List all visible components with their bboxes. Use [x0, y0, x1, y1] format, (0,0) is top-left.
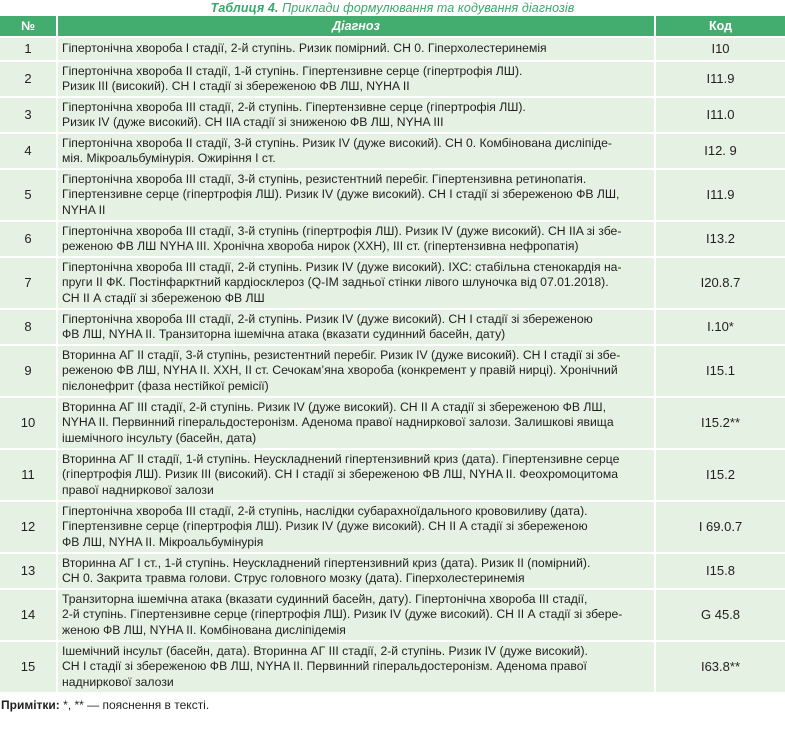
header-num: №	[0, 16, 58, 36]
diagnosis-line: надниркової залози	[62, 674, 174, 689]
row-diagnosis	[58, 170, 656, 220]
table-row	[0, 590, 785, 640]
row-number: 10	[0, 398, 58, 448]
row-diagnosis	[58, 38, 656, 60]
row-code: I20.8.7	[656, 258, 785, 308]
diagnosis-line: СН II А стадії зі збереженою ФВ ЛШ	[62, 290, 265, 305]
table-row	[0, 134, 785, 168]
diagnosis-line: Ризик III (високий). СН I стадії зі збереженою ФВ ЛШ, NYHA II	[62, 79, 410, 93]
diagnosis-line: Гіпертонічна хвороба II стадії, 3-й ступінь. Ризик IV (дуже високий). СН 0. Комбінована дисліпіде-	[62, 135, 612, 150]
diagnosis-line: Гіпертензивне серце (гіпертрофія ЛШ). Ризик IV (дуже високий). СН II А стадії зі збереженою	[62, 519, 588, 534]
table-row	[0, 450, 785, 500]
row-code: I12. 9	[656, 134, 785, 168]
diagnosis-line: реженою ФВ ЛШ, NYHA II. ХХН, II ст. Сечокам’яна хвороба (конкремент у правій нирці). Хронічний	[62, 363, 618, 378]
row-diagnosis	[58, 450, 656, 500]
row-code: I15.2**	[656, 398, 785, 448]
diagnosis-line: ФВ ЛШ, NYHA II. Транзиторна ішемічна атака (вказати судинний басейн, дату)	[62, 327, 506, 341]
row-diagnosis	[58, 98, 656, 132]
header-diagnosis: Діагноз	[58, 16, 656, 36]
diagnosis-line: Вторинна АГ II стадії, 3-й ступінь, резистентний перебіг. Ризик IV (дуже високий). СН I стадії зі збе-	[62, 347, 621, 362]
header-code: Код	[656, 16, 785, 36]
row-diagnosis	[58, 310, 656, 344]
diagnosis-line: реженою ФВ ЛШ NYHA III. Хронічна хвороба нирок (ХХН), III ст. (гіпертензивна нефропатія)	[62, 239, 579, 253]
row-number: 8	[0, 310, 58, 344]
diagnosis-line: Вторинна АГ III стадії, 2-й ступінь. Ризик IV (дуже високий). СН II А стадії зі збереженою ФВ ЛШ,	[62, 399, 606, 414]
diagnosis-line: мія. Мікроальбумінурія. Ожиріння I ст.	[62, 151, 276, 165]
diagnosis-line: Вторинна АГ I ст., 1-й ступінь. Неускладнений гіпертензивний криз (дата). Ризик II (помірний).	[62, 555, 591, 570]
diagnosis-line: Гіпертонічна хвороба I стадії, 2-й ступінь. Ризик помірний. СН 0. Гіперхолестеринемія	[62, 41, 547, 56]
row-code: I11.9	[656, 62, 785, 96]
row-number: 2	[0, 62, 58, 96]
table-row	[0, 258, 785, 308]
row-code: I 69.0.7	[656, 502, 785, 552]
row-number: 11	[0, 450, 58, 500]
diagnosis-line: правої надниркової залози	[62, 482, 214, 497]
notes-text: *, ** — пояснення в тексті.	[63, 698, 210, 712]
table-row	[0, 170, 785, 220]
diagnosis-line: СН I стадії зі збереженою ФВ ЛШ, NYHA II. Первинний гіперальдостеронізм. Аденома правої	[62, 659, 587, 674]
row-number: 3	[0, 98, 58, 132]
table-row	[0, 398, 785, 448]
row-number: 4	[0, 134, 58, 168]
diagnosis-line: Гіпертонічна хвороба III стадії, 2-й ступінь, наслідки субарахноїдального крововиливу (дата).	[62, 503, 588, 518]
table-row	[0, 502, 785, 552]
row-code: I11.0	[656, 98, 785, 132]
diagnosis-line: Ризик IV (дуже високий). СН IIA стадії зі зниженою ФВ ЛШ, NYHA III	[62, 115, 444, 129]
notes	[0, 698, 785, 712]
row-code: I15.8	[656, 554, 785, 588]
diagnosis-line: СН 0. Закрита травма голови. Струс головного мозку (дата). Гіперхолестеринемія	[62, 571, 525, 585]
caption-text: Приклади формулювання та кодування діагнозів	[282, 1, 575, 15]
row-code: I11.9	[656, 170, 785, 220]
row-code: G 45.8	[656, 590, 785, 640]
caption-label: Таблиця 4.	[210, 1, 279, 15]
row-diagnosis	[58, 502, 656, 552]
table-header	[0, 16, 785, 36]
row-number: 7	[0, 258, 58, 308]
row-diagnosis	[58, 258, 656, 308]
row-code: I.10*	[656, 310, 785, 344]
diagnosis-line: Гіпертензивне серце (гіпертрофія ЛШ). Ризик IV (дуже високий). СН I стадії зі збереженою ФВ ЛШ,	[62, 187, 620, 202]
row-number: 6	[0, 222, 58, 256]
row-number: 1	[0, 38, 58, 60]
row-code: I15.1	[656, 346, 785, 396]
table-row	[0, 62, 785, 96]
table-row	[0, 310, 785, 344]
diagnosis-line: 2-й ступінь. Гіпертензивне серце (гіпертрофія ЛШ). Ризик IV (дуже високий). СН II А стадії зі збере-	[62, 607, 623, 622]
diagnosis-line: Вторинна АГ II стадії, 1-й ступінь. Неускладнений гіпертензивний криз (дата). Гіпертензивне серце	[62, 451, 620, 466]
table-body	[0, 38, 785, 692]
row-diagnosis	[58, 346, 656, 396]
row-number: 12	[0, 502, 58, 552]
diagnosis-line: NYHA II. Первинний гіперальдостеронізм. Аденома правої надниркової залози. Залишкові явища	[62, 415, 614, 430]
row-code: I15.2	[656, 450, 785, 500]
row-diagnosis	[58, 398, 656, 448]
row-diagnosis	[58, 590, 656, 640]
diagnosis-line: ішемічного інсульту (басейн, дата)	[62, 430, 257, 445]
diagnosis-line: Гіпертонічна хвороба III стадії, 3-й ступінь (гіпертрофія ЛШ). Ризик IV (дуже високий). СН IIA зі збе-	[62, 223, 622, 238]
row-diagnosis	[58, 134, 656, 168]
diagnosis-line: (гіпертрофія ЛШ). Ризик III (високий). СН I стадії зі збереженою ФВ ЛШ, NYHA II. Феохромоцитома	[62, 467, 618, 482]
row-diagnosis	[58, 554, 656, 588]
row-code: I10	[656, 38, 785, 60]
diagnosis-line: пієлонефрит (фаза нестійкої ремісії)	[62, 378, 269, 393]
row-number: 14	[0, 590, 58, 640]
row-number: 13	[0, 554, 58, 588]
row-number: 5	[0, 170, 58, 220]
diagnosis-line: Транзиторна ішемічна атака (вказати судинний басейн, дату). Гіпертонічна хвороба III стадії,	[62, 591, 588, 606]
diagnosis-line: Гіпертонічна хвороба II стадії, 1-й ступінь. Гіпертензивне серце (гіпертрофія ЛШ).	[62, 63, 523, 78]
diagnosis-line: Гіпертонічна хвороба III стадії, 3-й ступінь, резистентний перебіг. Гіпертензивна ретинопатія.	[62, 171, 587, 186]
diagnosis-line: Ішемічний інсульт (басейн, дата). Вторинна АГ III стадії, 2-й ступінь. Ризик IV (дуже високий).	[62, 643, 588, 658]
row-diagnosis	[58, 222, 656, 256]
table-row	[0, 38, 785, 60]
row-code: I13.2	[656, 222, 785, 256]
table-row	[0, 642, 785, 692]
diagnosis-line: пруги II ФК. Постінфарктний кардіосклероз (Q-IM задньої стінки лівого шлуночка від 07.01.2018).	[62, 275, 609, 290]
diagnosis-line: Гіпертонічна хвороба III стадії, 2-й ступінь. Гіпертензивне серце (гіпертрофія ЛШ).	[62, 99, 526, 114]
table-row	[0, 98, 785, 132]
diagnosis-line: Гіпертонічна хвороба III стадії, 2-й ступінь. Ризик IV (дуже високий). ІХС: стабільна стенокардія на-	[62, 259, 622, 274]
diagnosis-line: NYHA II	[62, 202, 106, 217]
diagnosis-line: ФВ ЛШ, NYHA II. Мікроальбумінурія	[62, 534, 264, 549]
row-number: 15	[0, 642, 58, 692]
row-code: I63.8**	[656, 642, 785, 692]
table-row	[0, 222, 785, 256]
table-row	[0, 554, 785, 588]
table-row	[0, 346, 785, 396]
row-diagnosis	[58, 642, 656, 692]
diagnosis-line: Гіпертонічна хвороба III стадії, 2-й ступінь. Ризик IV (дуже високий). СН I стадії зі збереженою	[62, 311, 593, 326]
notes-label: Примітки:	[1, 698, 60, 712]
diagnosis-table	[0, 14, 785, 694]
row-diagnosis	[58, 62, 656, 96]
row-number: 9	[0, 346, 58, 396]
diagnosis-line: женою ФВ ЛШ, NYHA II. Комбінована дисліпідемія	[62, 622, 346, 637]
